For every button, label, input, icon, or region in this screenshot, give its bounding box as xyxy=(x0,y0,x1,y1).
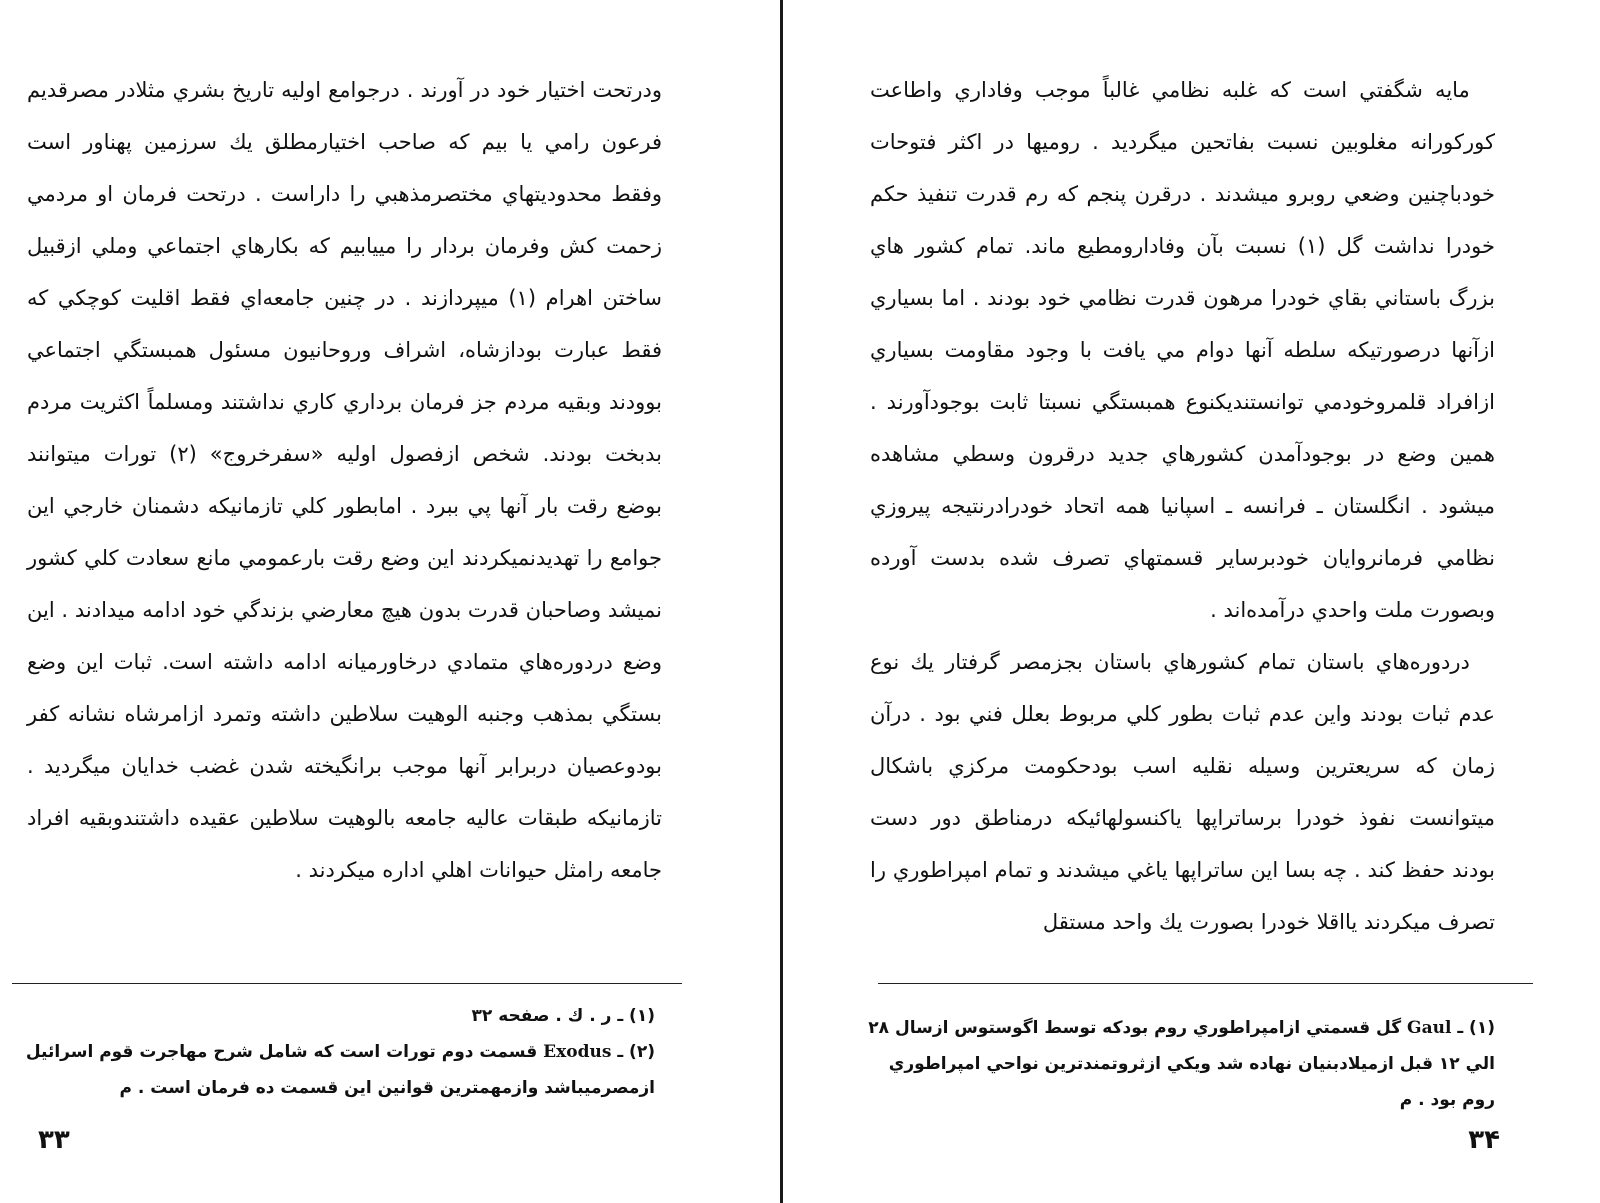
left-footnotes xyxy=(25,998,655,1106)
left-page xyxy=(0,0,780,1203)
right-page xyxy=(783,0,1600,1203)
left-footnote-2-marker: (۲) ـ xyxy=(617,1042,655,1062)
right-footnote-1-text: گل قسمتي ازامپراطوري روم بودكه توسط اگوستوس ازسال ۲۸ الي ۱۲ قبل ازميلادبنيان نهاده شد ويكي ازثروتمندترين نواحي امپراطوري روم بود . م xyxy=(868,1018,1495,1110)
left-paragraph-1: ودرتحت اختيار خود در آورند . درجوامع اوليه تاريخ بشري مثلادر مصرقديم فرعون رامي يا بيم كه صاحب اختيارمطلق يك سرزمين پهناور است وفقط محدوديتهاي مختصرمذهبي را داراست . درتحت فرمان او مردمي زحمت كش وفرمان بردار را مييابيم كه بكارهاي اجتماعي وملي ازقبيل ساختن اهرام (۱) ميپردازند . در چنين جامعه‌اي فقط اقليت كوچكي كه فقط عبارت بودازشاه، اشراف وروحانيون مسئول همبستگي اجتماعي بوودند وبقيه مردم جز فرمان برداري كاري نداشتند ومسلماً اكثريت مردم بدبخت بودند. شخص ازفصول اوليه «سفرخروج» (۲) تورات ميتوانند بوضع رقت بار آنها پي ببرد . امابطور كلي تازمانيكه دشمنان خارجي اين جوامع را تهديدنميكردند اين وضع رقت بارعمومي مانع سعادت كلي كشور نميشد وصاحبان قدرت بدون هيچ معارضي بزندگي خود ادامه ميدادند . اين وضع دردوره‌هاي متمادي درخاورميانه ادامه داشته است. ثبات اين وضع بستگي بمذهب وجنبه الوهيت سلاطين داشته وتمرد ازامرشاه نشانه كفر بودوعصيان دربرابر آنها موجب برانگيخته شدن غضب خدايان ميگرديد . تازمانيكه طبقات عاليه جامعه بالوهيت سلاطين عقيده داشتندوبقيه افراد جامعه رامثل حيوانات اهلي اداره ميكردند . xyxy=(27,78,662,882)
left-page-body xyxy=(27,64,662,896)
left-footnote-rule xyxy=(12,983,682,984)
right-footnote-rule xyxy=(878,983,1533,984)
left-page-number: ۳۳ xyxy=(38,1125,70,1155)
left-footnote-1: (۱) ـ ر . ك . صفحه ۳۲ xyxy=(471,1006,655,1026)
left-footnote-2-text: قسمت دوم تورات است كه شامل شرح مهاجرت قوم اسرائيل ازمصرميباشد وازمهمترين قوانين اين قسمت ده فرمان است . م xyxy=(25,1042,655,1098)
right-footnote-1-marker: (۱) ـ xyxy=(1457,1018,1495,1038)
right-page-number: ۳۴ xyxy=(1468,1125,1500,1155)
left-footnote-2 xyxy=(25,1034,655,1106)
right-paragraph-2: دردوره‌هاي باستان تمام كشورهاي باستان بجزمصر گرفتار يك نوع عدم ثبات بودند واين عدم ثبات بطور كلي مربوط بعلل فني بود . درآن زمان كه سريعترين وسيله نقليه اسب بودحكومت مركزي باشكال ميتوانست نفوذ خودرا برساتراپها ياكنسولهائيكه درمناطق دور دست بودند حفظ كند . چه بسا اين ساتراپها ياغي ميشدند و تمام امپراطوري را تصرف ميكردند يااقلا خودرا بصورت يك واحد مستقل xyxy=(870,650,1495,934)
right-page-body xyxy=(870,64,1495,948)
right-paragraph-1: مايه شگفتي است كه غلبه نظامي غالباً موجب وفاداري واطاعت كوركورانه مغلوبين نسبت بفاتحين ميگرديد . روميها در اكثر فتوحات خودباچنين وضعي روبرو ميشدند . درقرن پنجم كه رم قدرت تنفيذ حكم خودرا نداشت گل (۱) نسبت بآن وفادارومطيع ماند. تمام كشور هاي بزرگ باستاني بقاي خودرا مرهون قدرت نظامي خود بودند . اما بسياري ازآنها درصورتيكه سلطه آنها دوام مي يافت با وجود مقاومت بسياري ازافراد قلمروخودمي توانستنديكنوع همبستگي نسبتا ثابت بوجودآورند . همين وضع در بوجودآمدن كشورهاي جديد درقرون وسطي مشاهده ميشود . انگلستان ـ فرانسه ـ اسپانيا همه اتحاد خودرادرنتيجه پيروزي نظامي فرمانروايان خودبرساير قسمتهاي تصرف شده بدست آورده وبصورت ملت واحدي درآمده‌اند . xyxy=(870,78,1495,622)
right-footnotes xyxy=(865,1010,1495,1118)
right-footnote-1 xyxy=(865,1010,1495,1118)
right-footnote-1-latin-term: Gaul xyxy=(1407,1018,1452,1038)
left-footnote-2-latin-term: Exodus xyxy=(543,1042,612,1062)
